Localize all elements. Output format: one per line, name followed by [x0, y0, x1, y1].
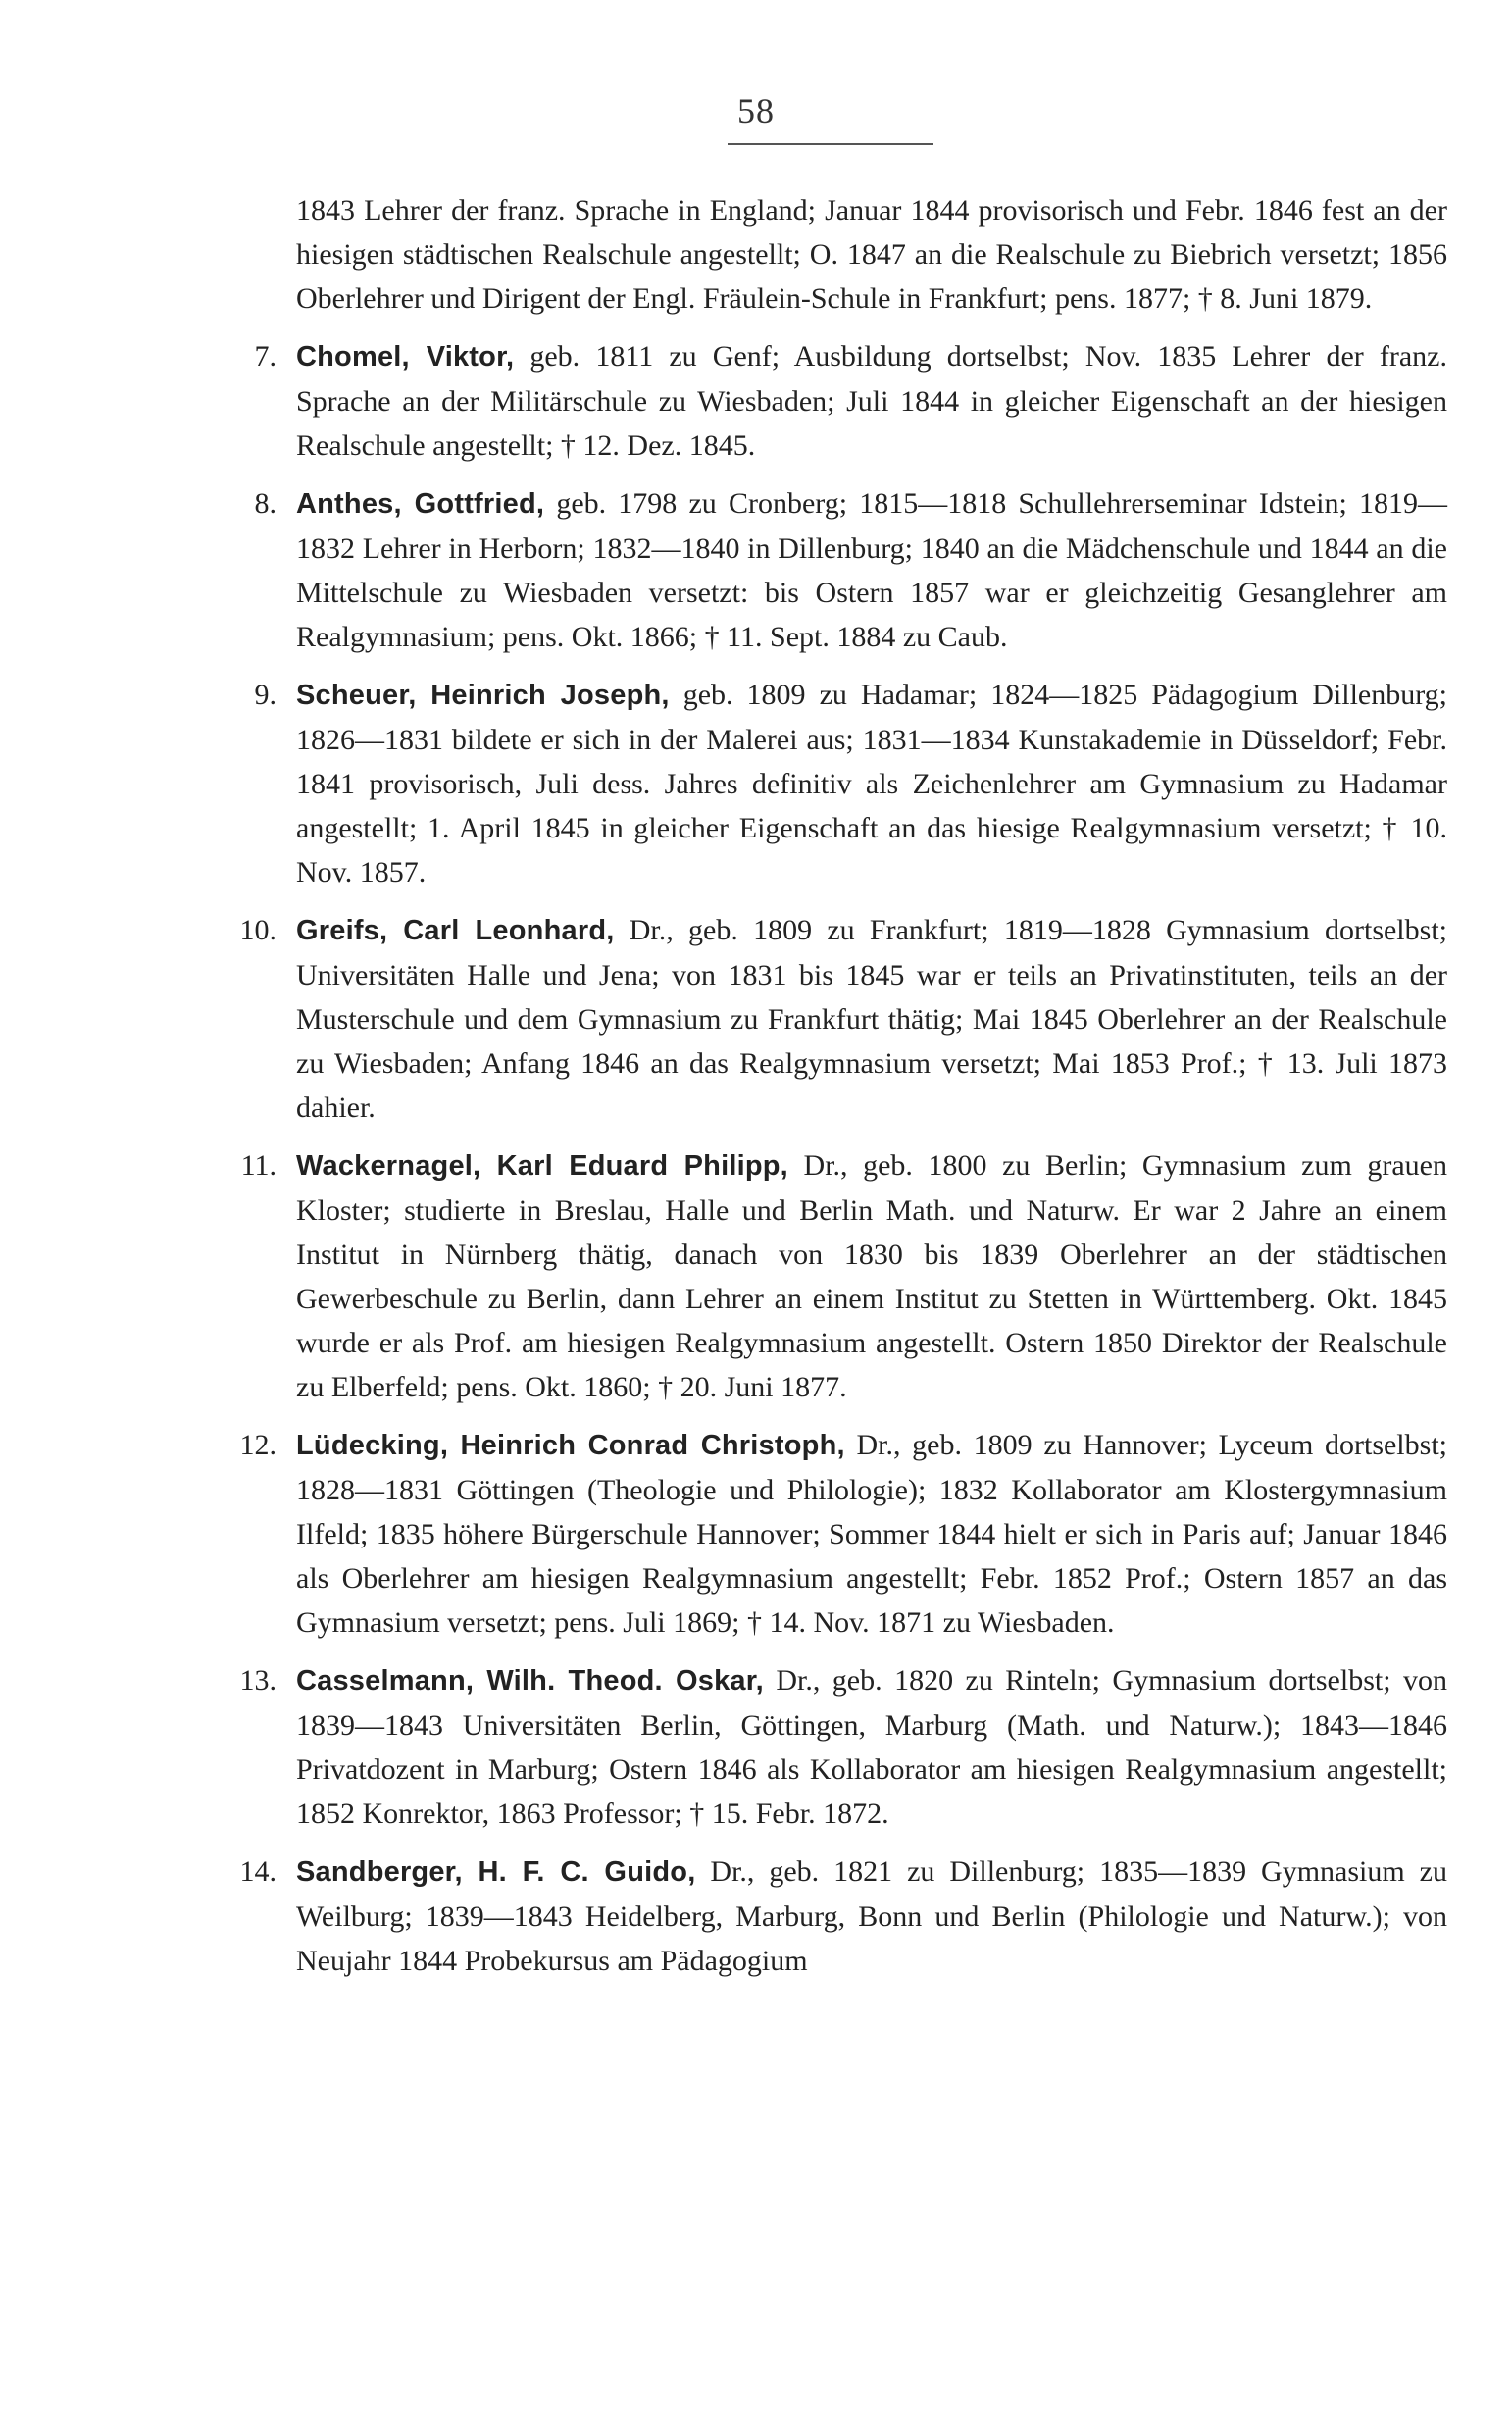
entry-name: Chomel, Viktor,	[296, 341, 515, 373]
list-item	[208, 908, 1447, 1130]
list-item	[208, 1423, 1447, 1645]
entry-text: Dr., geb. 1809 zu Hannover; Lyceum dortselbst; 1828—1831 Göttingen (Theologie und Philologie); 1832 Kollaborator am Klostergymnasium Ilfeld; 1835 höhere Bürgerschule Hannover; Sommer 1844 hielt er sich in Paris auf; Januar 1846 als Oberlehrer am hiesigen Realgymnasium angestellt; Febr. 1852 Prof.; Ostern 1857 an das Gymnasium versetzt; pens. Juli 1869; † 14. Nov. 1871 zu Wiesbaden.	[296, 1429, 1447, 1639]
entry-text: Dr., geb. 1800 zu Berlin; Gymnasium zum grauen Kloster; studierte in Breslau, Halle und Berlin Math. und Naturw. Er war 2 Jahre an einem Institut in Nürnberg thätig, danach von 1830 bis 1839 Oberlehrer an der städtischen Gewerbeschule zu Berlin, dann Lehrer an einem Institut zu Stetten in Württemberg. Okt. 1845 wurde er als Prof. am hiesigen Realgymnasium angestellt. Ostern 1850 Direktor der Realschule zu Elberfeld; pens. Okt. 1860; † 20. Juni 1877.	[296, 1149, 1447, 1403]
entry-text: Dr., geb. 1809 zu Frankfurt; 1819—1828 Gymnasium dortselbst; Universitäten Halle und Jena; von 1831 bis 1845 war er teils an Privatinstituten, teils an der Musterschule und dem Gymnasium zu Frankfurt thätig; Mai 1845 Oberlehrer an der Realschule zu Wiesbaden; Anfang 1846 an das Realgymnasium versetzt; Mai 1853 Prof.; † 13. Juli 1873 dahier.	[296, 914, 1447, 1124]
entry-text: geb. 1811 zu Genf; Ausbildung dortselbst; Nov. 1835 Lehrer der franz. Sprache an der Militärschule zu Wiesbaden; Juli 1844 in gleicher Eigenschaft an der hiesigen Realschule angestellt; † 12. Dez. 1845.	[296, 340, 1447, 462]
entry-name: Wackernagel, Karl Eduard Philipp,	[296, 1150, 788, 1182]
entry-text: Dr., geb. 1821 zu Dillenburg; 1835—1839 Gymnasium zu Weilburg; 1839—1843 Heidelberg, Marburg, Bonn und Berlin (Philologie und Naturw.); von Neujahr 1844 Probekursus am Pädagogium	[296, 1855, 1447, 1977]
entry-number: 7.	[254, 340, 277, 373]
continuation-text: 1843 Lehrer der franz. Sprache in England; Januar 1844 provisorisch und Febr. 1846 fest an der hiesigen städtischen Realschule angestellt; O. 1847 an die Realschule zu Biebrich versetzt; 1856 Oberlehrer und Dirigent der Engl. Fräulein-Schule in Frankfurt; pens. 1877; † 8. Juni 1879.	[296, 194, 1447, 315]
entry-number: 9.	[254, 679, 277, 711]
entry-name: Casselmann, Wilh. Theod. Oskar,	[296, 1665, 764, 1697]
entry-number: 8.	[254, 487, 277, 520]
entry-name: Sandberger, H. F. C. Guido,	[296, 1856, 696, 1888]
page-content	[208, 188, 1447, 1997]
entry-name: Anthes, Gottfried,	[296, 488, 545, 520]
entry-text: geb. 1809 zu Hadamar; 1824—1825 Pädagogium Dillenburg; 1826—1831 bildete er sich in der Malerei aus; 1831—1834 Kunstakademie in Düsseldorf; Febr. 1841 provisorisch, Juli dess. Jahres definitiv als Zeichenlehrer am Gymnasium zu Hadamar angestellt; 1. April 1845 in gleicher Eigenschaft an das hiesige Realgymnasium versetzt; † 10. Nov. 1857.	[296, 679, 1448, 888]
list-item	[208, 482, 1447, 659]
list-item	[208, 1143, 1447, 1409]
entry-name: Greifs, Carl Leonhard,	[296, 915, 615, 946]
entry-text: geb. 1798 zu Cronberg; 1815—1818 Schullehrerseminar Idstein; 1819—1832 Lehrer in Herborn; 1832—1840 in Dillenburg; 1840 an die Mädchenschule und 1844 an die Mittelschule zu Wiesbaden versetzt: bis Ostern 1857 war er gleichzeitig Gesanglehrer am Realgymnasium; pens. Okt. 1866; † 11. Sept. 1884 zu Caub.	[296, 487, 1447, 653]
entry-text: Dr., geb. 1820 zu Rinteln; Gymnasium dortselbst; von 1839—1843 Universitäten Berlin, Göttingen, Marburg (Math. und Naturw.); 1843—1846 Privatdozent in Marburg; Ostern 1846 als Kollaborator am hiesigen Realgymnasium angestellt; 1852 Konrektor, 1863 Professor; † 15. Febr. 1872.	[296, 1664, 1448, 1830]
list-item	[208, 1658, 1447, 1836]
entry-number: 12.	[239, 1429, 277, 1461]
list-item	[208, 673, 1447, 894]
entry-name: Lüdecking, Heinrich Conrad Christoph,	[296, 1430, 845, 1461]
entry-number: 14.	[239, 1855, 277, 1888]
continuation-paragraph	[208, 188, 1447, 321]
list-item	[208, 1850, 1447, 1983]
entry-number: 10.	[239, 914, 277, 946]
header-rule	[728, 143, 933, 145]
page-number: 58	[737, 91, 775, 130]
entry-name: Scheuer, Heinrich Joseph,	[296, 680, 670, 711]
list-item	[208, 334, 1447, 468]
entry-number: 11.	[240, 1149, 277, 1182]
entry-number: 13.	[239, 1664, 277, 1697]
